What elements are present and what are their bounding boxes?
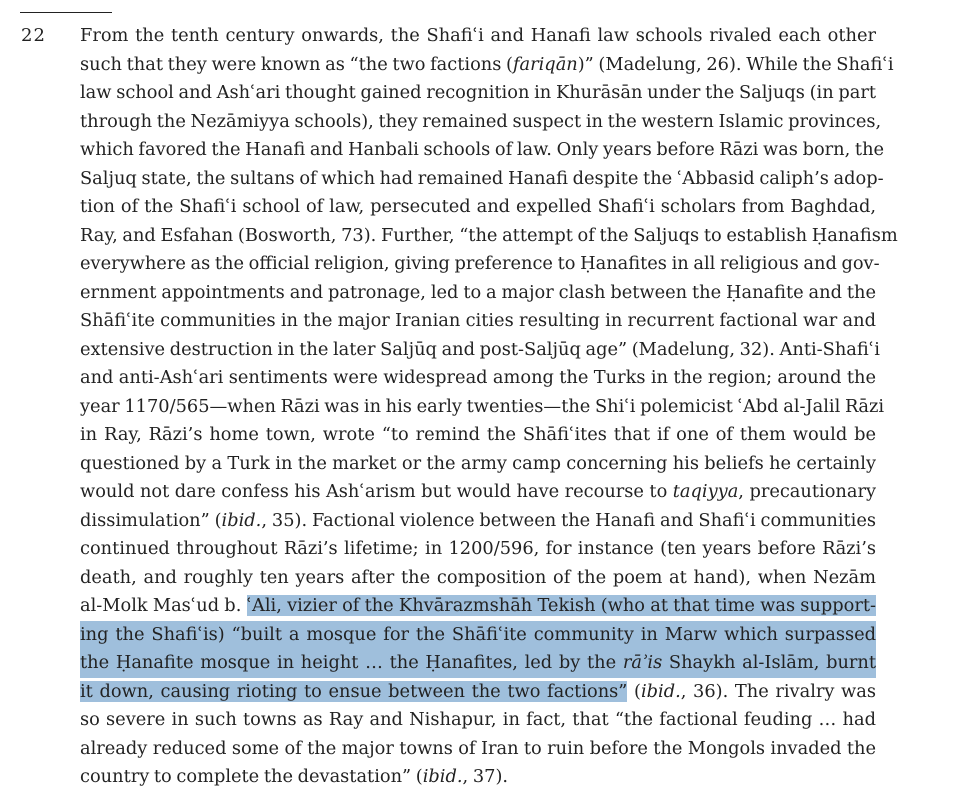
footnote-line[interactable]: Ray, and Esfahan (Bosworth, 73). Further, “the attempt of the Saljuqs to establish Ḥanafism [80, 224, 898, 246]
footnote-line[interactable]: which favored the Hanafi and Hanbali schools of law. Only years before Rāzi was born, the [80, 139, 885, 160]
footnote-line[interactable]: Saljuq state, the sultans of which had remained Hanafi despite the ʿAbbasid caliph’s adop- [80, 167, 884, 189]
footnote-line[interactable]: would not dare confess his Ashʿarism but would have recourse to taqiyya, precautionary [80, 481, 876, 502]
footnote-line-highlighted[interactable]: the Ḥanafite mosque in height … the Ḥanafites, led by the rāʾis Shaykh al-Islām, burnt [80, 649, 876, 678]
footnote-line[interactable]: already reduced some of the major towns of Iran to ruin before the Mongols invaded the [80, 737, 876, 759]
footnote-body[interactable] [80, 22, 898, 792]
selected-text-highlight[interactable]: ʿAli, vizier of the Khvārazmshāh Tekish (who at that time was support- [246, 595, 876, 616]
footnote-line[interactable]: so severe in such towns as Ray and Nishapur, in fact, that “the factional feuding … had [80, 709, 876, 730]
footnote-separator-rule [20, 12, 112, 13]
footnote-line[interactable]: everywhere as the official religion, giving preference to Ḥanafites in all religious and gov- [80, 253, 880, 274]
footnote-line[interactable]: continued throughout Rāzi’s lifetime; in 1200/596, for instance (ten years before Rāzi’s [80, 538, 876, 559]
selected-text-highlight[interactable]: it down, causing rioting to ensue between the two factions” [80, 680, 628, 702]
line-lead-text: al-Molk Masʿud b. [80, 595, 247, 616]
footnote-line[interactable]: law school and Ashʿari thought gained recognition in Khurāsān under the Saljuqs (in part [80, 82, 876, 103]
footnote-line[interactable]: in Ray, Rāzi’s home town, wrote “to remind the Shāfiʿites that if one of them would be [80, 424, 876, 445]
footnote-line-highlight-end[interactable] [80, 678, 876, 707]
footnote-line[interactable]: From the tenth century onwards, the Shafiʿi and Hanafi law schools rivaled each other [80, 25, 876, 46]
footnote-line[interactable]: year 1170/565—when Rāzi was in his early twenties—the Shiʿi polemicist ʿAbd al-Jalil Rāzi [80, 395, 885, 417]
footnote-line[interactable]: dissimulation” (ibid., 35). Factional violence between the Hanafi and Shafiʿi communities [80, 509, 877, 531]
footnote-line[interactable]: country to complete the devastation” (ibid., 37). [80, 766, 509, 787]
footnote-line[interactable]: ernment appointments and patronage, led to a major clash between the Ḥanafite and the [80, 281, 876, 303]
line-tail-text: (ibid., 36). The rivalry was [627, 680, 877, 702]
footnote-line-highlighted[interactable]: ing the Shafiʿis) “built a mosque for the Shāfiʿite community in Marw which surpassed [80, 621, 876, 650]
footnote-line[interactable]: Shāfiʿite communities in the major Iranian cities resulting in recurrent factional war and [80, 310, 876, 331]
footnote-number: 22 [21, 25, 46, 46]
footnote-line[interactable]: questioned by a Turk in the market or the army camp concerning his beliefs he certainly [80, 452, 876, 474]
footnote-line[interactable]: death, and roughly ten years after the composition of the poem at hand), when Nezām [80, 566, 876, 588]
footnote-line[interactable]: through the Nezāmiyya schools), they remained suspect in the western Islamic provinces, [80, 110, 882, 132]
footnote-line[interactable]: tion of the Shafiʿi school of law, persecuted and expelled Shafiʿi scholars from Baghdad, [80, 196, 876, 217]
footnote-line[interactable]: extensive destruction in the later Saljūq and post-Saljūq age” (Madelung, 32). Anti-Shafiʿi [80, 338, 880, 360]
footnote-line[interactable]: such that they were known as “the two factions (fariqān)” (Madelung, 26). While the Shafiʿi [80, 53, 894, 75]
footnote-line-highlight-start[interactable] [80, 592, 876, 621]
footnote-line[interactable]: and anti-Ashʿari sentiments were widespread among the Turks in the region; around the [80, 367, 876, 388]
